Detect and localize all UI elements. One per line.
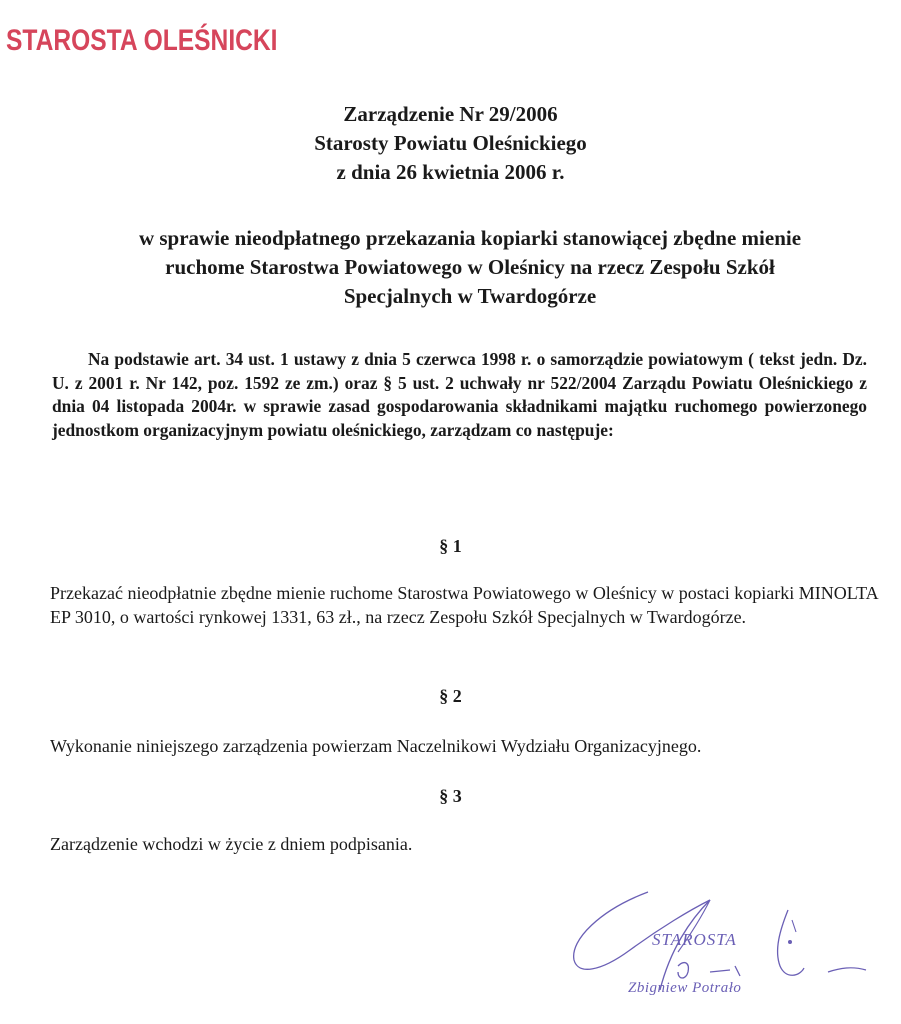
signature-stamp-title: STAROSTA bbox=[652, 930, 737, 949]
paragraph-2-text: Wykonanie niniejszego zarządzenia powierzam Naczelnikowi Wydziału Organizacyjnego. bbox=[50, 736, 702, 756]
legal-basis: Na podstawie art. 34 ust. 1 ustawy z dnia 5 czerwca 1998 r. o samorządzie powiatowym ( tekst jedn. Dz. U. z 2001 r. Nr 142, poz. 1592 ze zm.) oraz § 5 ust. 2 uchwały nr 522/2004 Zarządu Powiatu Oleśnickiego z dnia 04 listopada 2004r. w sprawie zasad gospodarowania składnikami majątku ruchomego powierzonego jednostkom organizacyjnym powiatu oleśnickiego, zarządzam co następuje: bbox=[52, 349, 867, 440]
paragraph-3-heading: § 3 bbox=[439, 786, 462, 806]
document-title bbox=[0, 100, 901, 187]
paragraph-2-heading: § 2 bbox=[439, 686, 462, 706]
subject-line-3: Specjalnych w Twardogórze bbox=[343, 284, 597, 308]
document-subject bbox=[40, 224, 900, 311]
paragraph-3-text: Zarządzenie wchodzi w życie z dniem podpisania. bbox=[50, 834, 413, 854]
paragraph-1-heading: § 1 bbox=[439, 536, 462, 556]
signature-stamp-name: Zbigniew Potrało bbox=[628, 980, 742, 996]
subject-line-2: ruchome Starostwa Powiatowego w Oleśnicy na rzecz Zespołu Szkół bbox=[165, 255, 775, 279]
office-stamp: STAROSTA OLEŚNICKI bbox=[6, 24, 278, 57]
title-line-issuer: Starosty Powiatu Oleśnickiego bbox=[314, 131, 587, 155]
title-line-date: z dnia 26 kwietnia 2006 r. bbox=[336, 160, 565, 184]
title-line-ordinance: Zarządzenie Nr 29/2006 bbox=[343, 102, 558, 126]
paragraph-1-text: Przekazać nieodpłatnie zbędne mienie ruchome Starostwa Powiatowego w Oleśnicy w postaci kopiarki MINOLTA EP 3010, o wartości rynkowej 1331, 63 zł., na rzecz Zespołu Szkół Specjalnych w Twardogórze. bbox=[50, 583, 878, 627]
signature-block bbox=[560, 880, 880, 1020]
subject-line-1: w sprawie nieodpłatnego przekazania kopiarki stanowiącej zbędne mienie bbox=[138, 226, 802, 250]
handwritten-signature bbox=[560, 880, 880, 1020]
